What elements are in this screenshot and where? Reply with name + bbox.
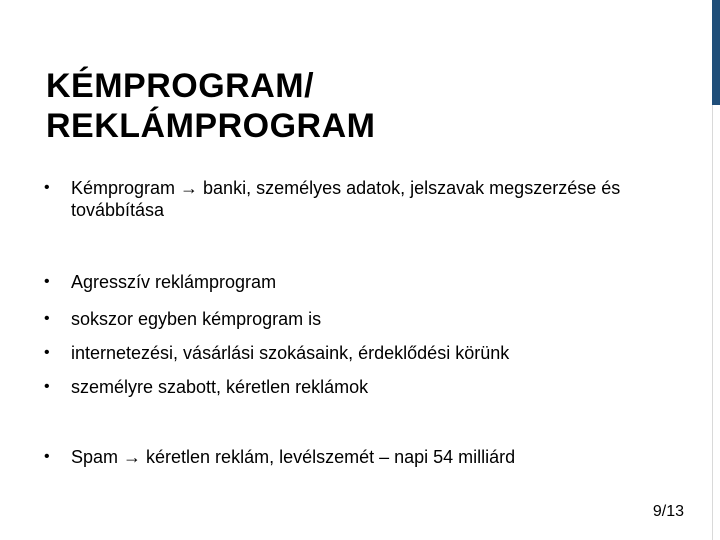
bullet-item — [44, 308, 664, 330]
bullet-dot: • — [44, 378, 50, 395]
title-line-2: REKLÁMPROGRAM — [46, 107, 376, 145]
bullet-text: internetezési, vásárlási szokásaink, érdeklődési körünk — [71, 343, 510, 363]
bullet-dot: • — [44, 344, 50, 361]
bullet-item — [44, 177, 664, 221]
bullet-text: Agresszív reklámprogram — [71, 272, 277, 292]
slide-title — [46, 66, 646, 146]
bullet-dot: • — [44, 179, 50, 196]
bullet-text: sokszor egyben kémprogram is — [71, 309, 322, 329]
bullet-dot: • — [44, 310, 50, 327]
right-accent-bar — [712, 0, 720, 105]
bullet-text: Spam → kéretlen reklám, levélszemét – napi 54 milliárd — [71, 447, 516, 467]
bullet-dot: • — [44, 273, 50, 290]
title-line-1: KÉMPROGRAM/ — [46, 67, 315, 105]
page-number: 9/13 — [652, 503, 684, 520]
bullet-dot: • — [44, 448, 50, 465]
bullet-item — [44, 271, 664, 293]
bullet-item — [44, 342, 664, 364]
bullet-text: személyre szabott, kéretlen reklámok — [71, 377, 369, 397]
bullet-item — [44, 376, 664, 398]
bullet-item — [44, 446, 664, 468]
bullet-text: Kémprogram → banki, személyes adatok, jelszavak megszerzése és továbbítása — [71, 178, 621, 220]
